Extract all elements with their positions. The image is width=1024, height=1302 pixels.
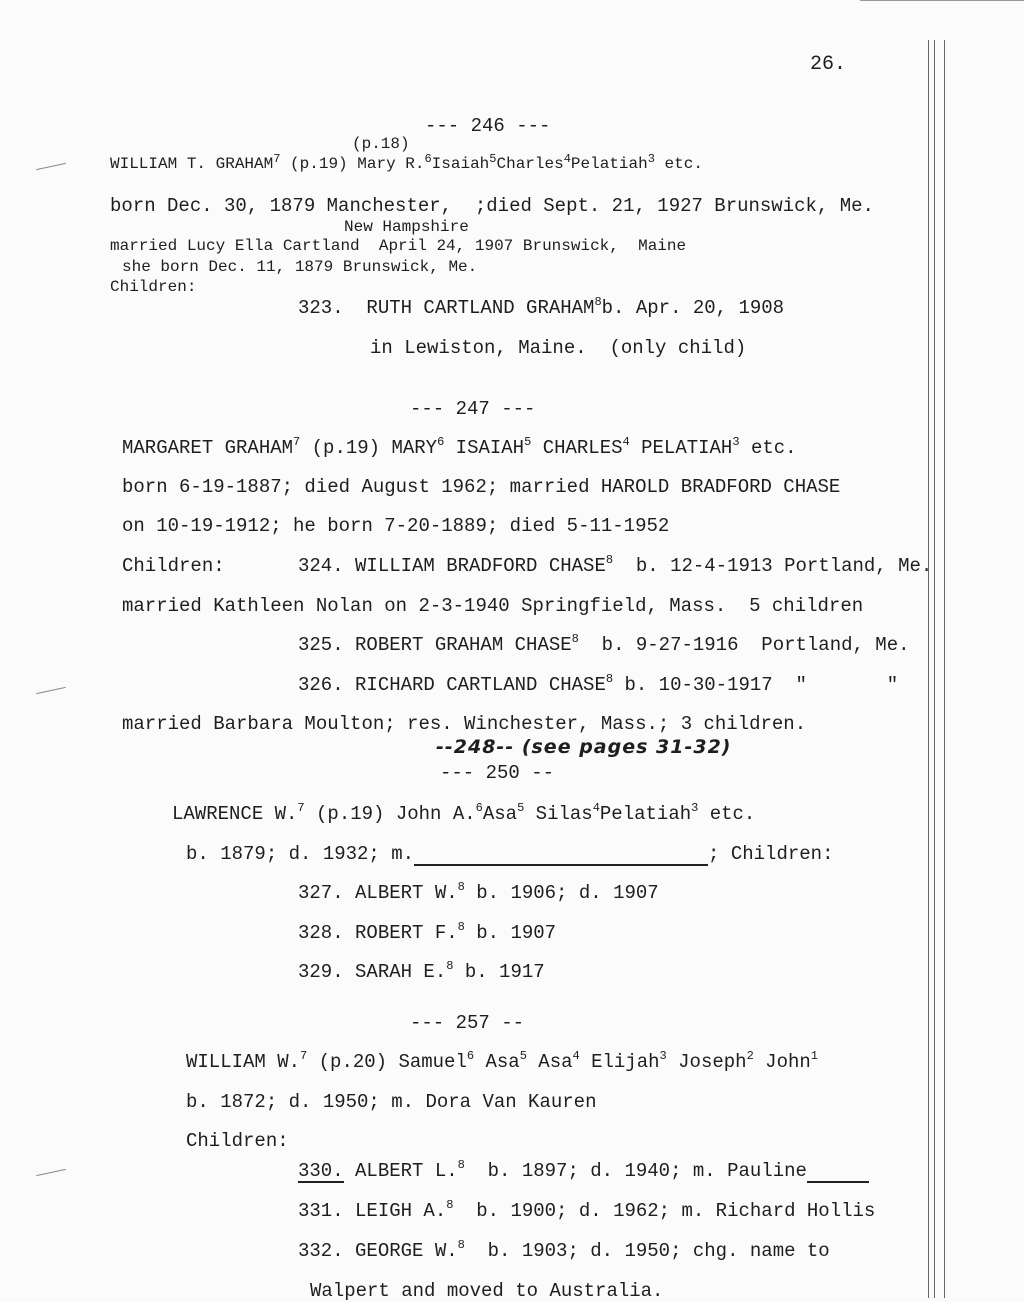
birth-line: b. 1872; d. 1950; m. Dora Van Kauren [186,1091,597,1113]
page-reference: (p.18) [352,135,410,153]
scan-mark [36,1169,66,1176]
margin-rule [944,40,945,1298]
lineage-line: MARGARET GRAHAM$^7$ (p.19) MARY$^6$ ISAIAH$^5$ CHARLES$^4$ PELATIAH$^3$ etc. [122,435,797,459]
birth-line: born 6-19-1887; died August 1962; married HAROLD BRADFORD CHASE [122,476,841,498]
marriage-date-line: on 10-19-1912; he born 7-20-1889; died 5-11-1952 [122,515,670,537]
scan-mark [36,687,66,694]
blank-field-underline [414,845,708,866]
birth-line: b. 1879; d. 1932; m. ; Children: [186,843,834,865]
children-label: Children: [122,555,225,577]
margin-rule [934,40,935,1298]
child-entry: 323. RUTH CARTLAND GRAHAM$^8$b. Apr. 20, 1908 [298,295,785,319]
margin-rule [928,40,929,1298]
lineage-line: WILLIAM T. GRAHAM$^7$ (p.19) Mary R.$^6$Isaiah$^5$Charles$^4$Pelatiah$^3$ etc. [110,152,703,173]
marriage-line: married Lucy Ella Cartland April 24, 1907 Brunswick, Maine [110,237,687,255]
section-header-246: --- 246 --- [425,115,551,137]
child-entry-continuation: Walpert and moved to Australia. [310,1280,664,1302]
child-entry-continuation: in Lewiston, Maine. (only child) [370,337,747,359]
birth-line: born Dec. 30, 1879 Manchester, ;died Sept. 21, 1927 Brunswick, Me. [110,195,874,217]
section-header-247: --- 247 --- [410,398,536,420]
child-entry: 332. GEORGE W.$^8$ b. 1903; d. 1950; chg. name to [298,1238,830,1262]
blank-field-underline [807,1162,869,1183]
child-entry: 328. ROBERT F.$^8$ b. 1907 [298,920,557,944]
scan-edge-line [860,0,1024,1]
lineage-line: WILLIAM W.$^7$ (p.20) Samuel$^6$ Asa$^5$ Asa$^4$ Elijah$^3$ Joseph$^2$ John$^1$ [186,1049,818,1073]
child-marriage-line: married Kathleen Nolan on 2-3-1940 Springfield, Mass. 5 children [122,595,864,617]
child-entry: 331. LEIGH A.$^8$ b. 1900; d. 1962; m. Richard Hollis [298,1198,876,1222]
handwritten-note: --248-- (see pages 31-32) [436,736,732,758]
scan-mark [36,163,66,170]
child-entry: 324. WILLIAM BRADFORD CHASE$^8$ b. 12-4-1913 Portland, Me. [298,553,933,577]
child-marriage-line: married Barbara Moulton; res. Winchester, Mass.; 3 children. [122,713,807,735]
lineage-line: LAWRENCE W.$^7$ (p.19) John A.$^6$Asa$^5$ Silas$^4$Pelatiah$^3$ etc. [172,801,756,825]
section-header-250: --- 250 -- [440,762,555,784]
section-header-257: --- 257 -- [410,1012,525,1034]
child-entry: 330. ALBERT L.$^8$ b. 1897; d. 1940; m. Pauline [298,1162,869,1183]
child-entry: 327. ALBERT W.$^8$ b. 1906; d. 1907 [298,880,659,904]
spouse-birth-line: she born Dec. 11, 1879 Brunswick, Me. [122,258,478,276]
birth-place-line: New Hampshire [344,218,469,236]
child-entry: 325. ROBERT GRAHAM CHASE$^8$ b. 9-27-1916 Portland, Me. [298,632,910,656]
child-entry: 326. RICHARD CARTLAND CHASE$^8$ b. 10-30-1917 " " [298,672,899,696]
children-label: Children: [110,278,197,296]
page-number: 26. [810,53,847,76]
child-entry: 329. SARAH E.$^8$ b. 1917 [298,959,545,983]
children-label: Children: [186,1130,289,1152]
